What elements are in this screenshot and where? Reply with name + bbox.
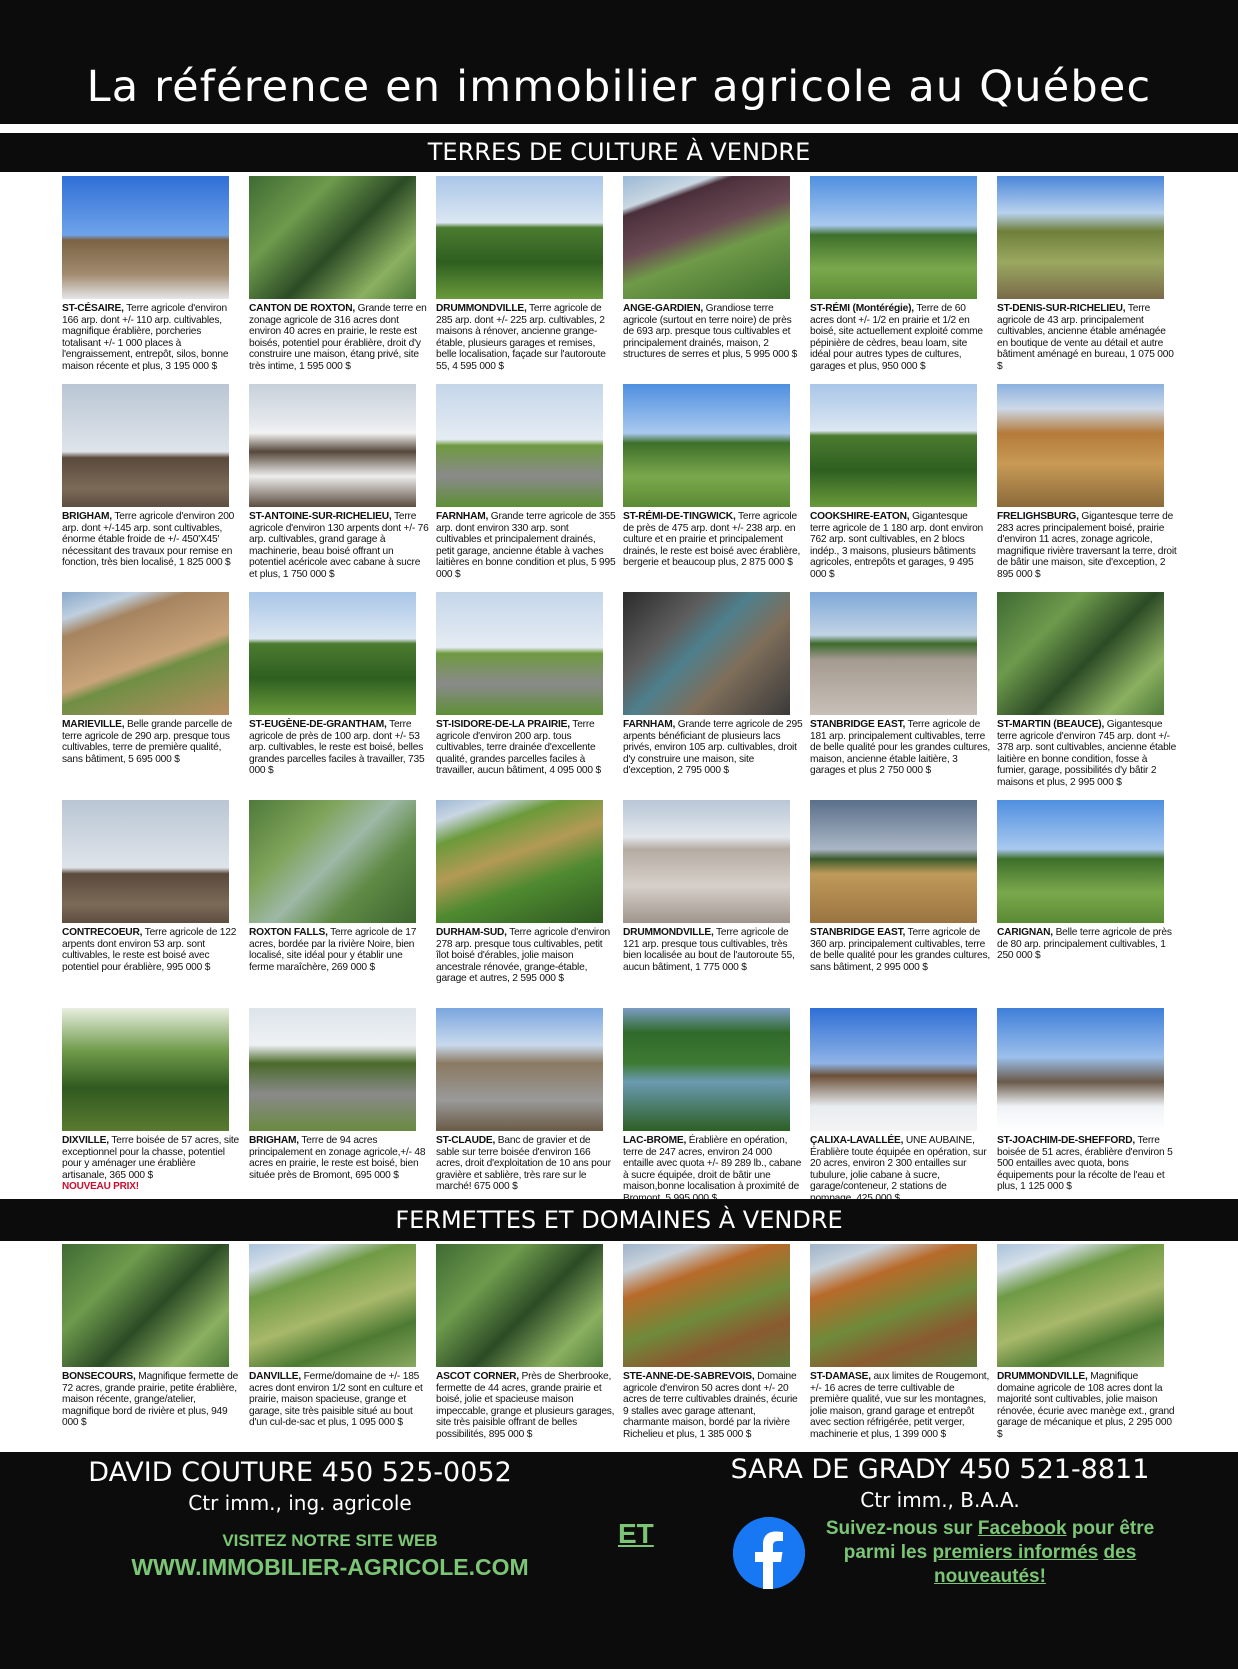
website-block[interactable] [90,1530,570,1582]
listing-details: Terre agricole de 17 acres, bordée par la rivière Noire, bien localisé, site idéal pour y établir une ferme maraîchère, 269 000 $ [249,927,417,973]
listing-card[interactable] [436,1244,616,1452]
listing-location: ST-ISIDORE-DE-LA PRAIRIE, [436,719,570,730]
listing-location: ANGE-GARDIEN, [623,303,704,314]
listing-location: FARNHAM, [623,719,676,730]
listing-details: Près de Sherbrooke, fermette de 44 acres, grande prairie et boisé, jolie et spacieuse maison impeccable, grange et plusieurs garages, site très paisible offrant de belles possibilités, 895 000 $ [436,1371,615,1440]
listing-photo[interactable] [810,1008,977,1131]
listing-details: Banc de gravier et de sable sur terre boisée d'environ 166 acres, droit d'exploitation de 10 ans pour gravière et sablière, très rare sur le marché! 675 000 $ [436,1135,611,1193]
listing-description [997,1371,1177,1441]
listing-location: LAC-BROME, [623,1135,687,1146]
listing-location: DRUMMONDVILLE, [623,927,714,938]
listing-location: ASCOT CORNER, [436,1371,519,1382]
listing-card[interactable] [623,1008,803,1216]
listing-photo[interactable] [249,1008,416,1131]
listing-location: BRIGHAM, [249,1135,299,1146]
listing-photo[interactable] [810,384,977,507]
listing-card[interactable] [997,1008,1177,1216]
listing-location: ST-MARTIN (BEAUCE), [997,719,1105,730]
listing-location: CARIGNAN, [997,927,1053,938]
listing-photo[interactable] [623,384,790,507]
listing-description [436,303,616,373]
listing-photo[interactable] [810,1244,977,1367]
listing-details: Ferme/domaine de +/- 185 acres dont environ 1/2 sont en culture et prairie, maison spacieuse, grange et garage, site très paisible situé au bout d'un cul-de-sac et plus, 1 095 000 $ [249,1371,423,1429]
listing-photo[interactable] [62,176,229,299]
listing-details: Terre agricole de près de 100 arp. dont +/- 53 arp. cultivables, le reste est boisé, belles grandes parcelles faciles à travailler, 735 000 $ [249,719,425,777]
listing-description [623,1135,803,1205]
listing-card[interactable] [997,800,1177,1008]
listing-card[interactable] [810,592,990,800]
listing-photo[interactable] [62,1008,229,1131]
listing-location: ST-EUGÈNE-DE-GRANTHAM, [249,719,387,730]
listing-details: Terre agricole d'environ 200 arp. tous cultivables, terre drainée d'excellente qualité, grandes parcelles faciles à travailler, aucun bâtiment, 4 095 000 $ [436,719,601,777]
listing-details: Terre agricole d'environ 130 arpents dont +/- 76 arp. cultivables, grand garage à machinerie, beau boisé offrant un potentiel acéricole avec cabane à sucre et plus, 1 750 000 $ [249,511,429,580]
website-label: VISITEZ NOTRE SITE WEB [222,1531,438,1550]
listing-details: Domaine agricole d'environ 50 acres dont +/- 20 acres de terre cultivables drainés, écurie 9 stalles avec garage attenant, charmante maison, bordé par la rivière Richelieu et plus, 1 385 000 $ [623,1371,798,1440]
listings-grid-terres [62,176,1176,1216]
listing-description [62,927,242,973]
listing-card[interactable] [249,176,429,384]
listing-details: Grande terre agricole de 355 arp. dont environ 330 arp. sont cultivables et principalement drainés, petit garage, ancienne étable à vaches laitières en bonne condition et plus, 5 995 000 $ [436,511,616,580]
listing-description [997,511,1177,581]
listing-description [623,927,803,973]
listing-photo[interactable] [623,1244,790,1367]
listing-photo[interactable] [249,800,416,923]
listing-location: ST-RÉMI (Montérégie), [810,303,914,314]
listing-location: ST-DAMASE, [810,1371,871,1382]
listing-description [436,719,616,777]
listing-description [436,927,616,985]
section-heading-fermettes: FERMETTES ET DOMAINES À VENDRE [0,1199,1238,1241]
agent-david-couture [70,1455,530,1515]
listings-grid-fermettes [62,1244,1176,1452]
listing-location: ST-CÉSAIRE, [62,303,124,314]
agent-title: Ctr imm., ing. agricole [188,1491,412,1515]
listing-photo[interactable] [997,592,1164,715]
website-link[interactable]: WWW.IMMOBILIER-AGRICOLE.COM [131,1554,529,1580]
listing-location: ST-RÉMI-DE-TINGWICK, [623,511,736,522]
listing-details: Terre agricole d'environ 166 arp. dont +/- 110 arp. cultivables, magnifique érablière, porcheries totalisant +/- 1 000 places à l'engraissement, entrepôt, silos, bonne maison récente et plus, 3 195 000 $ [62,303,229,372]
listing-card[interactable] [810,800,990,1008]
social-text-2: pour être parmi les [843,1518,1155,1563]
facebook-link[interactable]: Facebook [977,1518,1067,1539]
listing-photo[interactable] [997,1244,1164,1367]
listing-card[interactable] [62,592,242,800]
listing-details: Grande terre agricole de 295 arpents bénéficiant de plusieurs lacs privés, environ 105 arp. cultivables, droit d'y construire une maison, site d'exception, 2 795 000 $ [623,719,803,777]
listing-card[interactable] [436,800,616,1008]
listing-details: aux limites de Rougemont, +/- 16 acres de terre cultivable de première qualité, vue sur les montagnes, jolie maison, grand garage et entrepôt avec section réfrigérée, petit verger, machinerie et plus, 1 399 000 $ [810,1371,990,1440]
price-badge: NOUVEAU PRIX! [62,1181,139,1193]
listing-location: ROXTON FALLS, [249,927,328,938]
listing-description [62,303,242,373]
listing-card[interactable] [810,384,990,592]
listing-description [810,927,990,973]
agent-sara-de-grady [720,1452,1160,1512]
listing-card[interactable] [436,384,616,592]
listing-description [436,511,616,581]
listing-description [623,719,803,777]
listing-card[interactable] [997,384,1177,592]
listing-card[interactable] [62,176,242,384]
listing-details: Terre agricole d'environ 200 arp. dont +/-145 arp. sont cultivables, énorme étable froide de +/- 450'X45' nécessitant des travaux pour remise en fonction, très bien localisé, 1 825 000 $ [62,511,235,569]
social-text-1: Suivez-nous sur [825,1518,978,1539]
listing-details: Belle terre agricole de près de 80 arp. principalement cultivables, 1 250 000 $ [997,927,1172,962]
listing-description [249,511,429,581]
listing-details: Terre agricole de près de 475 arp. dont +/- 238 arp. en culture et en prairie et principalement drainés, le reste est boisé avec érablière, bergerie et beaucoup plus, 2 875 000 $ [623,511,801,569]
listing-photo[interactable] [623,800,790,923]
listing-card[interactable] [436,176,616,384]
facebook-icon[interactable] [733,1517,805,1589]
listing-details: Grande terre en zonage agricole de 316 acres dont environ 40 acres en prairie, le reste est boisés, potentiel pour érablière, droit d'y construire une maison, étang privé, site très intime, 1 595 000 $ [249,303,427,372]
listing-card[interactable] [249,800,429,1008]
listing-description [623,511,803,569]
listing-location: DIXVILLE, [62,1135,109,1146]
listing-photo[interactable] [997,384,1164,507]
listing-description [623,303,803,361]
listing-location: STANBRIDGE EAST, [810,719,906,730]
listing-details: Belle grande parcelle de terre agricole de 290 arp. presque tous cultivables, terre de première qualité, sans bâtiment, 5 695 000 $ [62,719,233,765]
listing-details: Grandiose terre agricole (surtout en terre noire) de près de 693 arp. presque tous cultivables et principalement drainés, maison, 2 structures de serres et plus, 5 995 000 $ [623,303,798,361]
listing-location: DANVILLE, [249,1371,301,1382]
listing-photo[interactable] [249,384,416,507]
listing-photo[interactable] [997,176,1164,299]
agent-title: Ctr imm., B.A.A. [860,1488,1020,1512]
listing-location: STANBRIDGE EAST, [810,927,906,938]
listing-description [436,1135,616,1193]
listing-photo[interactable] [436,384,603,507]
listing-card[interactable] [249,384,429,592]
listing-location: ÇALIXA-LAVALLÉE, [810,1135,904,1146]
listing-location: STE-ANNE-DE-SABREVOIS, [623,1371,755,1382]
listing-details: Terre boisée de 51 acres, érablière d'environ 5 500 entailles avec quota, bons équipements pour la récolte de l'eau et plus, 1 125 000 $ [997,1135,1173,1193]
listing-card[interactable] [623,1244,803,1452]
listing-details: Terre de 94 acres principalement en zonage agricole,+/- 48 acres en prairie, le reste est boisé, bien située près de Bromont, 695 000 $ [249,1135,426,1181]
listing-details: Magnifique fermette de 72 acres, grande prairie, petite érablière, maison récente, grange/atelier, magnifique bord de rivière et plus, 949 000 $ [62,1371,239,1429]
listing-photo[interactable] [249,176,416,299]
listing-card[interactable] [249,592,429,800]
listing-location: MARIEVILLE, [62,719,125,730]
listing-card[interactable] [623,592,803,800]
listing-location: CANTON DE ROXTON, [249,303,356,314]
nouveautes-link[interactable]: des nouveautés! [934,1542,1137,1587]
listing-photo[interactable] [436,1244,603,1367]
listing-card[interactable] [997,1244,1177,1452]
listing-photo[interactable] [436,1008,603,1131]
listing-card[interactable] [810,1244,990,1452]
listing-description [997,927,1177,962]
listing-photo[interactable] [249,1244,416,1367]
listing-location: FARNHAM, [436,511,489,522]
listing-location: ST-ANTOINE-SUR-RICHELIEU, [249,511,392,522]
listing-card[interactable] [62,384,242,592]
listing-photo[interactable] [62,592,229,715]
listing-location: BRIGHAM, [62,511,112,522]
listing-card[interactable] [62,1244,242,1452]
listing-card[interactable] [810,176,990,384]
listing-location: FRELIGHSBURG, [997,511,1079,522]
listing-location: DURHAM-SUD, [436,927,507,938]
listing-card[interactable] [249,1008,429,1216]
listing-photo[interactable] [810,176,977,299]
listing-photo[interactable] [623,592,790,715]
listing-description [62,511,242,569]
listing-location: CONTRECOEUR, [62,927,143,938]
listing-description [623,1371,803,1441]
listing-details: Terre boisée de 57 acres, site exceptionnel pour la chasse, potentiel pour y aménager une érablière artisanale, 365 000 $ [62,1135,239,1181]
listing-details: Terre agricole de 360 arp. principalement cultivables, terre de belle qualité pour les grandes cultures, sans bâtiment, 2 995 000 $ [810,927,990,973]
listing-details: Gigantesque terre agricole de 1 180 arp. dont environ 762 arp. sont cultivables, en 2 blocs indép., 3 maisons, plusieurs bâtiments agricoles, entrepôts et garages, 9 495 000 $ [810,511,984,580]
listing-photo[interactable] [997,1008,1164,1131]
listing-photo[interactable] [623,176,790,299]
listing-description [436,1371,616,1441]
listing-description [997,719,1177,789]
page-headline: La référence en immobilier agricole au Québec [86,62,1152,112]
facebook-follow-text[interactable] [820,1517,1160,1589]
listing-description [810,719,990,777]
listing-details: Terre agricole de 285 arp. dont +/- 225 arp. cultivables, 2 maisons à rénover, ancienne grange-étable, plusieurs garages et remises, belle localisation, façade sur l'autoroute 55, 4 595 000 $ [436,303,606,372]
listing-card[interactable] [997,176,1177,384]
agent-name-phone: DAVID COUTURE 450 525-0052 [88,1457,512,1488]
divider [0,124,1238,131]
section-heading-terres: TERRES DE CULTURE À VENDRE [0,133,1238,172]
listing-description [62,1135,242,1193]
listing-photo[interactable] [810,800,977,923]
listing-photo[interactable] [436,800,603,923]
listing-details: Terre de 60 acres dont +/- 1/2 en prairie et 1/2 en boisé, site actuellement exploité comme pépinière de cèdres, beau loam, site idéal pour autres types de cultures, garages et plus, 950 000 $ [810,303,983,372]
listing-location: DRUMMONDVILLE, [436,303,527,314]
listing-description [810,1135,990,1205]
listing-card[interactable] [623,800,803,1008]
listing-details: Terre agricole de 181 arp. principalement cultivables, terre de belle qualité pour les grandes cultures, maison, ancienne étable laitière, 3 garages et plus 2 750 000 $ [810,719,990,777]
listing-description [997,1135,1177,1193]
premiers-informes-link[interactable]: premiers informés [932,1542,1099,1563]
listing-description [810,1371,990,1441]
listing-details: Érablière en opération, terre de 247 acres, environ 24 000 entaille avec quota +/- 89 289 lb., cabane à sucre équipée, droit de bâtir une maison,bonne localisation à proximité de [623,1135,802,1193]
listing-location: ST-CLAUDE, [436,1135,496,1146]
listing-description [249,1135,429,1181]
listing-details: Gigantesque terre agricole d'environ 745 arp. dont +/- 378 arp. sont cultivables, ancienne étable laitière en bonne condition, fosse à fumier, garage, possibilités d'y bâtir 2 maisons et plus, 2 995 000 $ [997,719,1177,788]
listing-card[interactable] [623,384,803,592]
listing-card[interactable] [997,592,1177,800]
listing-photo[interactable] [436,176,603,299]
listing-details: Terre agricole de 121 arp. presque tous cultivables, très bien localisée au bout de l'autoroute 55, aucun bâtiment, 1 775 000 $ [623,927,795,973]
listing-details: Magnifique domaine agricole de 108 acres dont la majorité sont cultivables, jolie maison rénovée, écurie avec manège ext., grand garage de mécanique et plus, 2 295 000 $ [997,1371,1175,1440]
listing-photo[interactable] [436,592,603,715]
listing-photo[interactable] [997,800,1164,923]
listing-card[interactable] [436,592,616,800]
listing-description [249,1371,429,1429]
listing-card[interactable] [62,800,242,1008]
listing-details: Terre agricole de 122 arpents dont environ 53 arp. sont cultivables, le reste est boisé avec potentiel pour érablière, 995 000 $ [62,927,237,973]
listing-card[interactable] [810,1008,990,1216]
listing-description [62,1371,242,1429]
listing-photo[interactable] [62,800,229,923]
listing-description [62,719,242,765]
listing-details: Terre agricole d'environ 278 arp. presque tous cultivables, petit îlot boisé d'érables, jolie maison ancestrale rénovée, grange-étable, garage et autres, 2 595 000 $ [436,927,611,985]
listing-details: Gigantesque terre de 283 acres principalement boisé, prairie d'environ 11 acres, zonage agricole, magnifique rivière traversant la terre, droit de bâtir une maison, site d'exception, 2 895 000 $ [997,511,1177,580]
listing-location: ST-JOACHIM-DE-SHEFFORD, [997,1135,1136,1146]
listing-card[interactable] [249,1244,429,1452]
listing-location: ST-DENIS-SUR-RICHELIEU, [997,303,1126,314]
listing-photo[interactable] [249,592,416,715]
listing-description [810,511,990,581]
listing-description [249,303,429,373]
listing-location: COOKSHIRE-EATON, [810,511,910,522]
listing-details: Terre agricole de 43 arp. principalement cultivables, ancienne étable aménagée en boutique de vente au détail et autre bâtiment aménagé en bureau, 1 075 000 $ [997,303,1174,372]
listing-location: DRUMMONDVILLE, [997,1371,1088,1382]
listing-photo[interactable] [62,384,229,507]
listing-card[interactable] [62,1008,242,1216]
listing-photo[interactable] [623,1008,790,1131]
listing-location: BONSECOURS, [62,1371,136,1382]
listing-card[interactable] [623,176,803,384]
agent-name-phone: SARA DE GRADY 450 521-8811 [730,1454,1150,1485]
listing-photo[interactable] [62,1244,229,1367]
listing-description [249,927,429,973]
et-label: ET [618,1518,654,1549]
listing-details: UNE AUBAINE, Érablière toute équipée en opération, sur 20 acres, environ 2 300 entailles sur tubulure, jolie cabane à sucre, garage/conteneur, 2 stations de [810,1135,987,1193]
listing-photo[interactable] [810,592,977,715]
listing-description [810,303,990,373]
listing-description [249,719,429,777]
listing-description [997,303,1177,373]
listing-card[interactable] [436,1008,616,1216]
